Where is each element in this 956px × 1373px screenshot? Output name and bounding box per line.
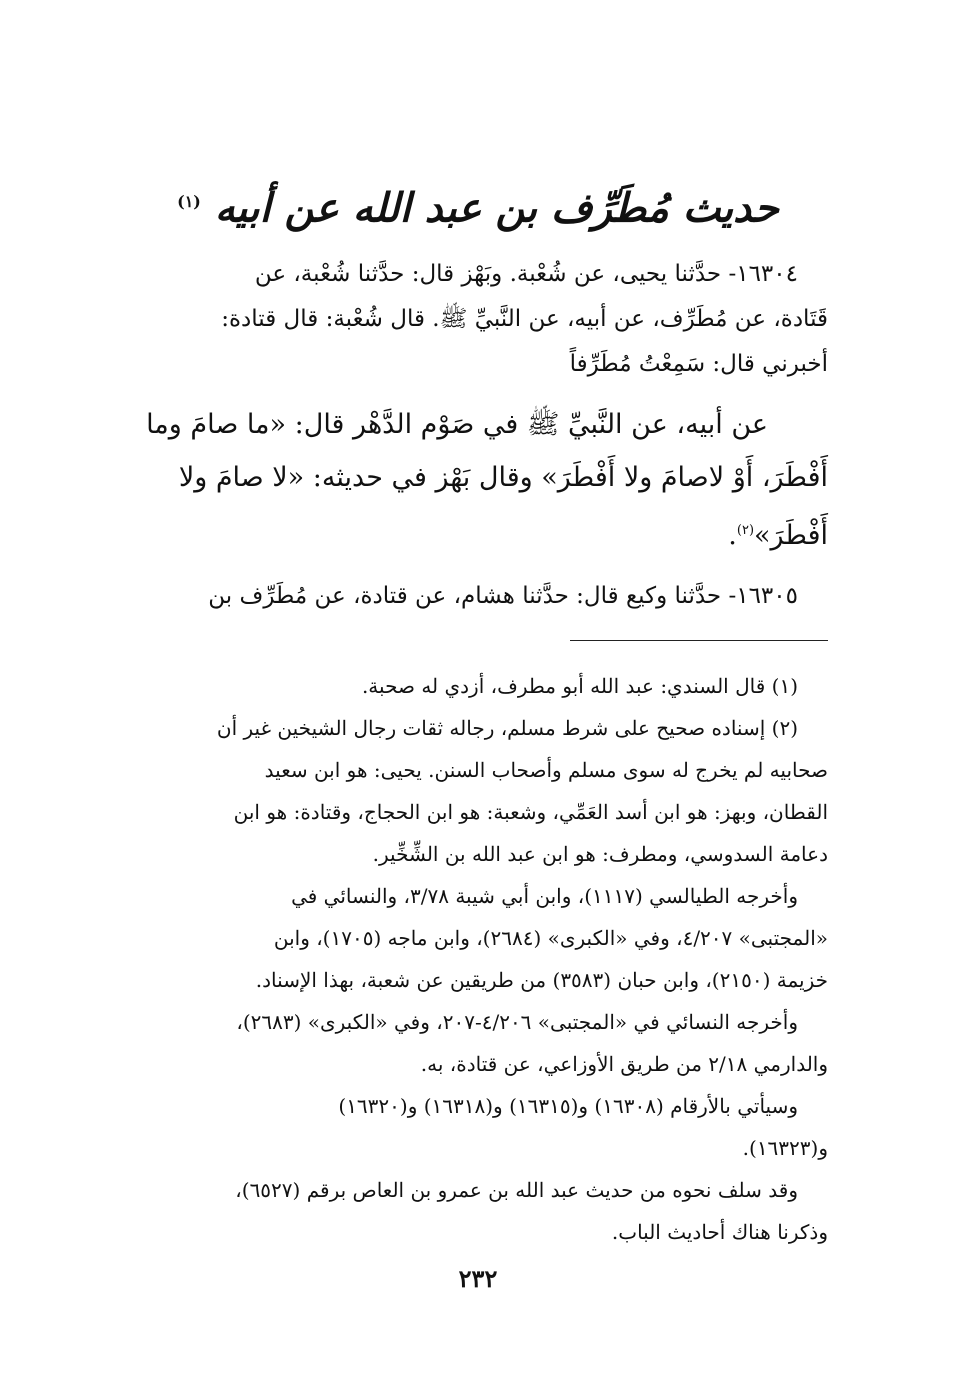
hadith-16305-chain [128, 574, 828, 619]
page-number: ٢٣٢ [458, 1264, 498, 1293]
footnote-2-para-5 [128, 1169, 828, 1253]
footnote-2-line: القطان، وبهز: هو ابن أسد العَمِّي، وشعبة: هو ابن الحجاج، وقتادة: هو ابن [233, 800, 828, 824]
footnote-2-line: دعامة السدوسي، ومطرف: هو ابن عبد الله بن الشِّخِّير. [372, 842, 828, 866]
footnote-2-line: خزيمة (٢١٥٠)، وابن حبان (٣٥٨٣) من طريقين عن شعبة، بهذا الإسناد. [255, 968, 828, 992]
footnote-2-para-3 [128, 1001, 828, 1085]
footnote-2-line: وقد سلف نحوه من حديث عبد الله بن عمرو بن العاص برقم (٦٥٢٧)، [235, 1178, 798, 1202]
hadith-footnote-ref: (٢) [736, 523, 755, 538]
hadith-text-line-3-text: أَفْطَرَ» [754, 520, 828, 551]
chapter-title-text: حديث مُطَرِّف بن عبد الله عن أبيه [214, 184, 779, 232]
footnote-2-line: وسيأتي بالأرقام (١٦٣٠٨) و(١٦٣١٥) و(١٦٣١٨) و(١٦٣٢٠) [338, 1094, 798, 1118]
footnote-2-line: و(١٦٣٢٣). [742, 1136, 828, 1160]
chapter-title-footnote-ref: (١) [177, 192, 201, 211]
hadith-16304-text [128, 398, 828, 562]
hadith-16304-line-1: ١٦٣٠٤- حدَّثنا يحيى، عن شُعْبة. وبَهْز قال: حدَّثنا شُعْبة، عن [254, 261, 798, 287]
hadith-16304-chain [128, 252, 828, 387]
hadith-16304-line-3: أخبرني قال: سَمِعْتُ مُطَرِّفاً [569, 351, 828, 377]
footnote-2-line: والدارمي ٢/١٨ من طريق الأوزاعي، عن قتادة، به. [420, 1052, 828, 1076]
footnote-1-text: (١) قال السندي: عبد الله أبو مطرف، أزدي له صحبة. [361, 674, 798, 698]
footnote-2-para-4 [128, 1085, 828, 1169]
hadith-text-line-1: عن أبيه، عن النَّبيِّ ﷺ في صَوْم الدَّهْر قال: «ما صامَ وما [146, 409, 768, 440]
footnote-2-line: وأخرجه الطيالسي (١١١٧)، وابن أبي شيبة ٣/٧٨، والنسائي في [291, 884, 798, 908]
footnote-2-line: (٢) إسناده صحيح على شرط مسلم، رجاله ثقات رجال الشيخين غير أن [216, 716, 798, 740]
footnote-separator [570, 640, 828, 641]
footnote-2-line: صحابيه لم يخرج له سوى مسلم وأصحاب السنن. يحيى: هو ابن سعيد [264, 758, 828, 782]
footnote-2-line: وذكرنا هناك أحاديث الباب. [611, 1220, 828, 1244]
footnote-2-para-2 [128, 875, 828, 1001]
footnote-2-line: وأخرجه النسائي في «المجتبى» ٤/٢٠٦-٢٠٧، وفي «الكبرى» (٢٦٨٣)، [236, 1010, 798, 1034]
hadith-text-line-2: أَفْطَرَ، أَوْ لاصامَ ولا أَفْطَرَ» وقال بَهْز في حديثه: «لا صامَ ولا [178, 462, 828, 493]
footnote-2-line: «المجتبى» ٤/٢٠٧، وفي «الكبرى» (٢٦٨٤)، وابن ماجه (١٧٠٥)، وابن [273, 926, 828, 950]
chapter-title [0, 172, 956, 238]
footnote-2-para-1 [128, 707, 828, 875]
hadith-16305-line-1: ١٦٣٠٥- حدَّثنا وكيع قال: حدَّثنا هشام، عن قتادة، عن مُطَرِّف بن [208, 583, 798, 609]
footnote-1 [128, 665, 828, 707]
footnotes [128, 665, 828, 1253]
hadith-text-end: . [728, 520, 737, 551]
hadith-16304-line-2: قَتَادة، عن مُطَرِّف، عن أبيه، عن النَّبيِّ ﷺ. قال شُعْبة: قال قتادة: [221, 306, 828, 332]
hadith-text-line-3 [128, 504, 828, 562]
